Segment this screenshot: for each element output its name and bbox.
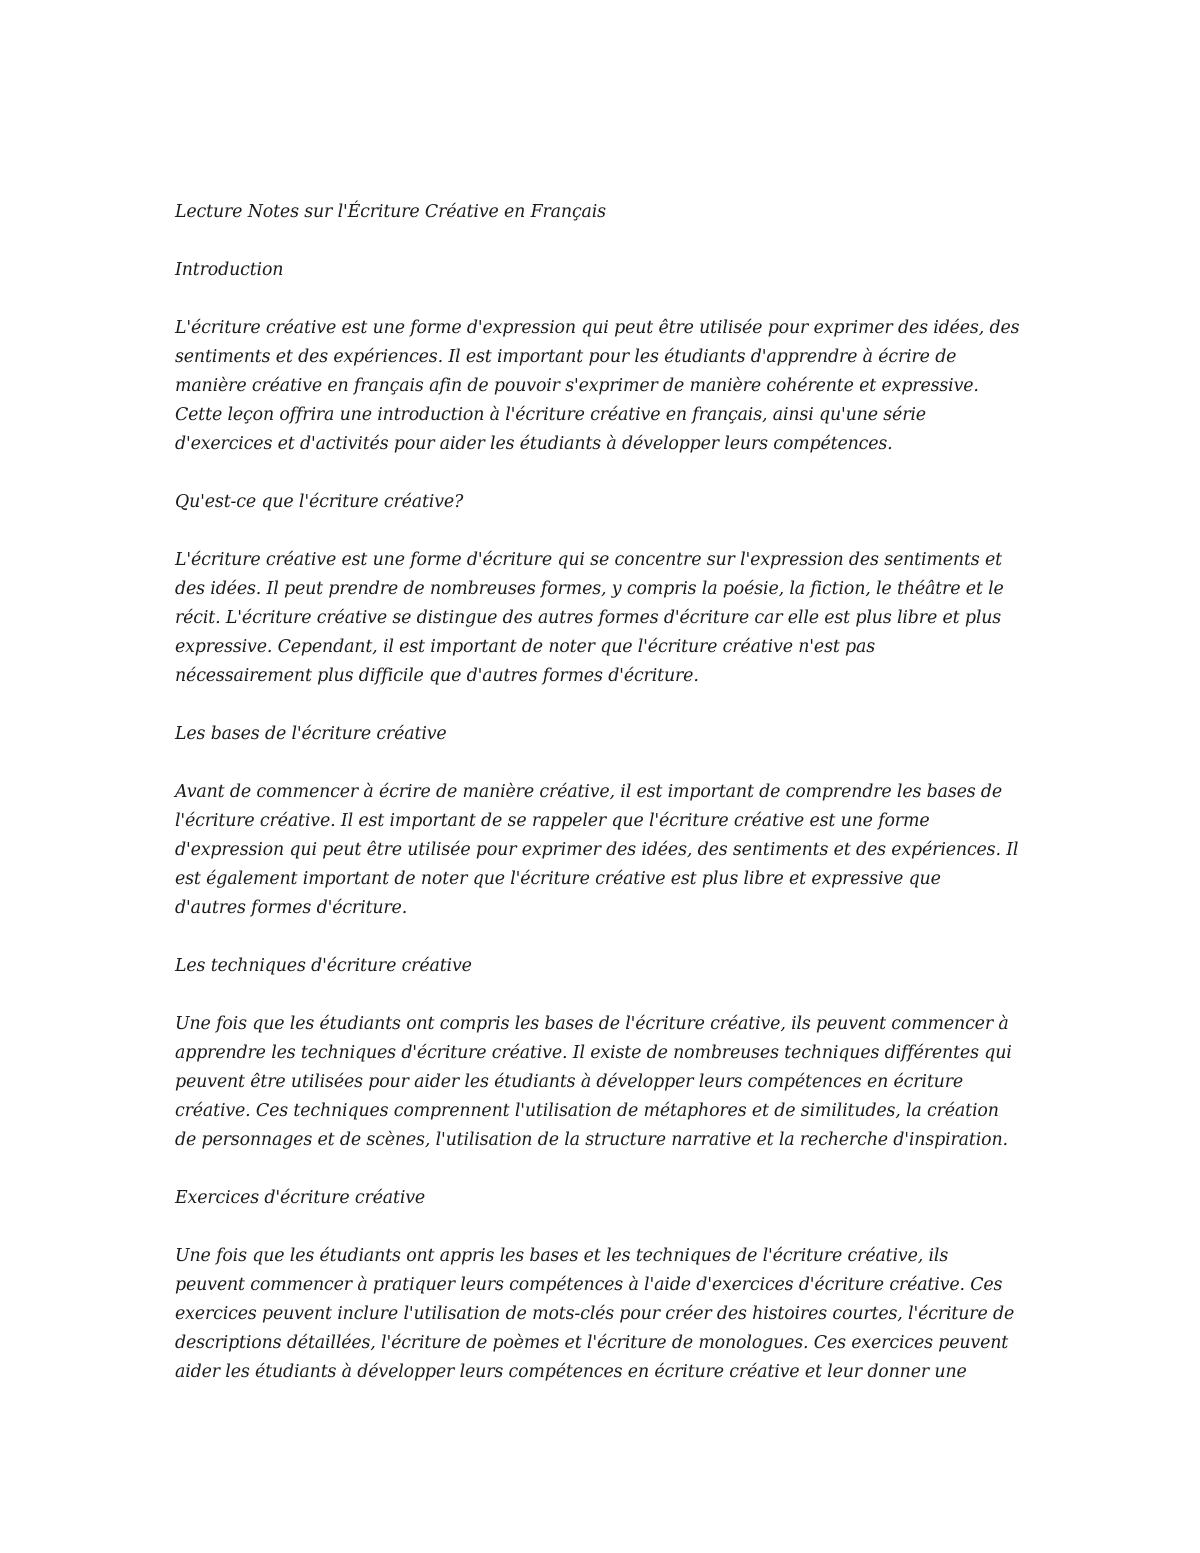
section-heading-block bbox=[175, 720, 1045, 749]
section-heading-exercises: Exercices d'écriture créative bbox=[175, 1188, 426, 1208]
document-title: Lecture Notes sur l'Écriture Créative en Français bbox=[175, 202, 606, 222]
paragraph-line: récit. L'écriture créative se distingue des autres formes d'écriture car elle est plus libre et plus bbox=[175, 608, 1002, 628]
section-paragraph-techniques bbox=[175, 1010, 1045, 1155]
section-heading-block bbox=[175, 1184, 1045, 1213]
paragraph-line: créative. Ces techniques comprennent l'utilisation de métaphores et de similitudes, la création bbox=[175, 1101, 999, 1121]
section-paragraph-definition bbox=[175, 546, 1045, 691]
section-paragraph-introduction bbox=[175, 314, 1045, 459]
paragraph-line: L'écriture créative est une forme d'expression qui peut être utilisée pour exprimer des idées, des bbox=[175, 318, 1020, 338]
paragraph-line: des idées. Il peut prendre de nombreuses formes, y compris la poésie, la fiction, le théâtre et le bbox=[175, 579, 1004, 599]
section-paragraph-basics bbox=[175, 778, 1045, 923]
paragraph-line: d'autres formes d'écriture. bbox=[175, 898, 408, 918]
section-heading-block bbox=[175, 952, 1045, 981]
paragraph-line: l'écriture créative. Il est important de se rappeler que l'écriture créative est une forme bbox=[175, 811, 930, 831]
paragraph-line: peuvent commencer à pratiquer leurs compétences à l'aide d'exercices d'écriture créative. Ces bbox=[175, 1275, 1003, 1295]
paragraph-line: Une fois que les étudiants ont compris les bases de l'écriture créative, ils peuvent commencer à bbox=[175, 1014, 1009, 1034]
paragraph-line: manière créative en français afin de pouvoir s'exprimer de manière cohérente et expressive. bbox=[175, 376, 979, 396]
document-title-block bbox=[175, 198, 1045, 227]
paragraph-line: sentiments et des expériences. Il est important pour les étudiants d'apprendre à écrire de bbox=[175, 347, 957, 367]
paragraph-line: est également important de noter que l'écriture créative est plus libre et expressive que bbox=[175, 869, 941, 889]
section-heading-block bbox=[175, 256, 1045, 285]
section-heading-definition: Qu'est-ce que l'écriture créative? bbox=[175, 492, 464, 512]
paragraph-line: exercices peuvent inclure l'utilisation de mots-clés pour créer des histoires courtes, l'écriture de bbox=[175, 1304, 1015, 1324]
section-paragraph-exercises bbox=[175, 1242, 1045, 1387]
paragraph-line: apprendre les techniques d'écriture créative. Il existe de nombreuses techniques différentes qui bbox=[175, 1043, 1012, 1063]
paragraph-line: L'écriture créative est une forme d'écriture qui se concentre sur l'expression des sentiments et bbox=[175, 550, 1002, 570]
document-body bbox=[175, 198, 1045, 1416]
paragraph-line: de personnages et de scènes, l'utilisation de la structure narrative et la recherche d'inspiration. bbox=[175, 1130, 1008, 1150]
section-heading-basics: Les bases de l'écriture créative bbox=[175, 724, 447, 744]
paragraph-line: Une fois que les étudiants ont appris les bases et les techniques de l'écriture créative, ils bbox=[175, 1246, 949, 1266]
paragraph-line: Cette leçon offrira une introduction à l'écriture créative en français, ainsi qu'une série bbox=[175, 405, 926, 425]
section-heading-techniques: Les techniques d'écriture créative bbox=[175, 956, 472, 976]
section-heading-block bbox=[175, 488, 1045, 517]
paragraph-line: expressive. Cependant, il est important de noter que l'écriture créative n'est pas bbox=[175, 637, 876, 657]
paragraph-line: peuvent être utilisées pour aider les étudiants à développer leurs compétences en écriture bbox=[175, 1072, 964, 1092]
paragraph-line: Avant de commencer à écrire de manière créative, il est important de comprendre les bases de bbox=[175, 782, 1003, 802]
section-heading-introduction: Introduction bbox=[175, 260, 284, 280]
paragraph-line: d'expression qui peut être utilisée pour exprimer des idées, des sentiments et des expériences. Il bbox=[175, 840, 1019, 860]
paragraph-line: nécessairement plus difficile que d'autres formes d'écriture. bbox=[175, 666, 699, 686]
paragraph-line: aider les étudiants à développer leurs compétences en écriture créative et leur donner une bbox=[175, 1362, 967, 1382]
paragraph-line: d'exercices et d'activités pour aider les étudiants à développer leurs compétences. bbox=[175, 434, 893, 454]
paragraph-line: descriptions détaillées, l'écriture de poèmes et l'écriture de monologues. Ces exercices peuvent bbox=[175, 1333, 1009, 1353]
